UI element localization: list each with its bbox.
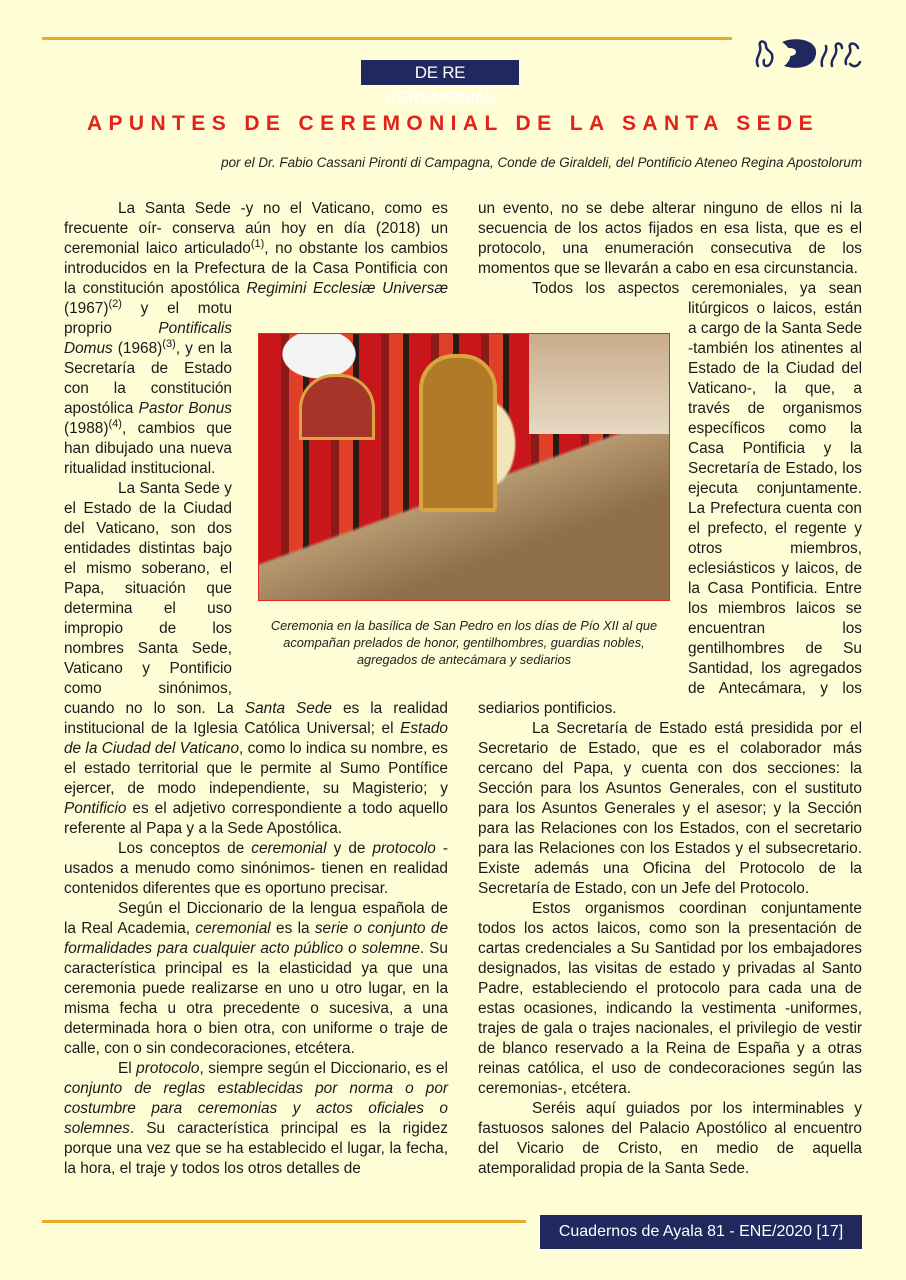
footnote-ref: (2)	[108, 298, 122, 310]
bottom-rule	[42, 1220, 526, 1223]
photo-caption: Ceremonia en la basílica de San Pedro en los días de Pío XII al que acompañan prelados de honor, gentilhombres, guardias nobles, agregados de antecámara y sediarios	[270, 618, 658, 667]
footer-issue-label: Cuadernos de Ayala 81 - ENE/2020 [17]	[540, 1215, 862, 1249]
text-run: , y en la Secretaría de Estado con la constitución apostólica	[64, 340, 232, 417]
text-run: Estado de la Ciudad del Vaticano	[64, 720, 448, 757]
text-run: Pontificalis Domus	[64, 320, 232, 357]
article-title: APUNTES DE CEREMONIAL DE LA SANTA SEDE	[86, 112, 820, 135]
text-run: y de	[326, 840, 373, 857]
text-run: ceremonial	[195, 920, 271, 937]
text-run: El	[118, 1060, 137, 1077]
text-run: es la realidad institucional de la Iglesia Católica Universal; el	[64, 700, 448, 737]
paragraph	[478, 899, 862, 1099]
paragraph	[64, 839, 448, 899]
text-run: es el adjetivo correspondiente a todo aquello referente al Papa y a la Sede Apostólica.	[64, 800, 448, 837]
text-run: Pastor Bonus	[138, 400, 232, 417]
footnote-ref: (4)	[108, 418, 122, 430]
text-run: Regimini Ecclesiæ Universæ	[246, 280, 448, 297]
text-run: Todos los aspectos ceremoniales, ya sean litúrgicos o laicos, están a cargo de la Santa Sede -también los atinentes al Estado de la Ciudad del Vaticano-, la que, a través de organismos específicos como la Casa Pontificia y la Secretaría de Estado, los ejecuta conjuntamente. La Prefectura cuenta con el prefecto, el regente y otros miembros, eclesiásticos y laicos, de la Casa Pontificia. Entre los miembros laicos se encuentran los gentilhombres de Su Santidad, los agregados de Antecámara, y los sediarios pontificios.	[478, 280, 862, 717]
text-run: . Su característica principal es la elasticidad ya que una ceremonia puede realizarse en uno u otro lugar, en la misma fecha u otra precedente o sucesiva, a una determinada hora o bien otra, con uniforme o traje de calle, con o sin condecoraciones, etcétera.	[64, 940, 448, 1057]
text-run: , siempre según el Diccionario, es el	[199, 1060, 448, 1077]
top-rule	[42, 37, 732, 40]
text-run: (1988)	[64, 420, 109, 437]
text-run: y el motu proprio	[64, 300, 232, 337]
text-run: , como lo indica su nombre, es el estado territorial que le permite al Sumo Pontífice ejercer, de modo independiente, su Magisterio; y	[64, 740, 448, 797]
article-byline: por el Dr. Fabio Cassani Pironti di Campagna, Conde de Giraldeli, del Pontificio Ateneo Regina Apostolorum	[221, 155, 862, 170]
text-run: Seréis aquí guiados por los interminables y fastuosos salones del Palacio Apostólico al encuentro del Vicario de Cristo, en medio de aquella atemporalidad propia de la Santa Sede.	[478, 1100, 862, 1177]
text-run: Los conceptos de	[118, 840, 252, 857]
text-run: es la	[270, 920, 315, 937]
paragraph	[64, 899, 448, 1059]
footnote-ref: (1)	[250, 238, 265, 250]
section-label: DE RE CEREMONIAL	[361, 60, 519, 85]
footnote-ref: (3)	[162, 338, 176, 350]
text-run: protocolo	[136, 1060, 200, 1077]
text-run: ceremonial	[251, 840, 327, 857]
text-run: Pontificio	[64, 800, 127, 817]
text-run: Estos organismos coordinan conjuntamente todos los actos laicos, como son la presentación de cartas credenciales a Su Santidad por los embajadores designados, las visitas de estado y privadas al Santo Padre, estableciendo el protocolo para cada una de estas ocasiones, indicando la vestimenta -uniformes, trajes de gala o trajes nacionales, el privilegio de vestir de blanco reservado a la Reina de España y a otras reinas católica, el uso de condecoraciones según las ceremonias-, etcétera.	[478, 900, 862, 1097]
text-run: (1967)	[64, 300, 109, 317]
text-run: , no obstante los cambios introducidos en la Prefectura de la Casa Pontificia con la constitución apostólica	[64, 240, 449, 297]
paragraph	[478, 1099, 862, 1179]
text-run: serie o conjunto de formalidades para cualquier acto público o solemne	[64, 920, 449, 957]
text-run: La Santa Sede -y no el Vaticano, como es frecuente oír- conserva aún hoy en día (2018) un ceremonial laico articulado	[64, 200, 448, 257]
text-run: un evento, no se debe alterar ninguno de ellos ni la secuencia de los actos fijados en esa lista, que es el protocolo, una enumeración consecutiva de los momentos que se llevarán a cabo en esa circunstancia.	[478, 200, 862, 277]
text-run: , cambios que han dibujado una nueva ritualidad institucional.	[64, 420, 232, 477]
paragraph	[478, 199, 862, 279]
paragraph	[478, 719, 862, 899]
ayala-logo-icon	[752, 36, 864, 72]
text-run: -usados a menudo como sinónimos- tienen en realidad contenidos diferentes que es oportuno precisar.	[64, 840, 449, 897]
paragraph	[64, 1059, 448, 1179]
text-run: protocolo	[372, 840, 436, 857]
text-run: La Santa Sede y el Estado de la Ciudad del Vaticano, son dos entidades distintas bajo el mismo soberano, el Papa, situación que determina el uso impropio de los nombres Santa Sede, Vaticano y Pontificio como sinónimos, cuando no lo son. La	[64, 480, 245, 717]
text-run: . Su característica principal es la rigidez porque una vez que se ha establecido el lugar, la fecha, la hora, el traje y todos los otros detalles de	[64, 1120, 448, 1177]
text-run: conjunto de reglas establecidas por norma o por costumbre para ceremonias y actos oficiales o solemnes	[64, 1080, 448, 1137]
ceremony-photo	[258, 333, 670, 601]
text-run: Según el Diccionario de la lengua española de la Real Academia,	[64, 900, 448, 937]
text-run: (1968)	[112, 340, 163, 357]
text-run: La Secretaría de Estado está presidida por el Secretario de Estado, que es el colaborador más cercano del Papa, y cuenta con dos secciones: la Sección para los Asuntos Generales, con el sustituto para los Asuntos Generales y el asesor; y la Sección para las Relaciones con los Estados, con el secretario para las Relaciones con los Estados y el subsecretario. Existe además una Oficina del Protocolo de la Secretaría de Estado, con un Jefe del Protocolo.	[478, 720, 862, 897]
text-run: Santa Sede	[244, 700, 332, 717]
